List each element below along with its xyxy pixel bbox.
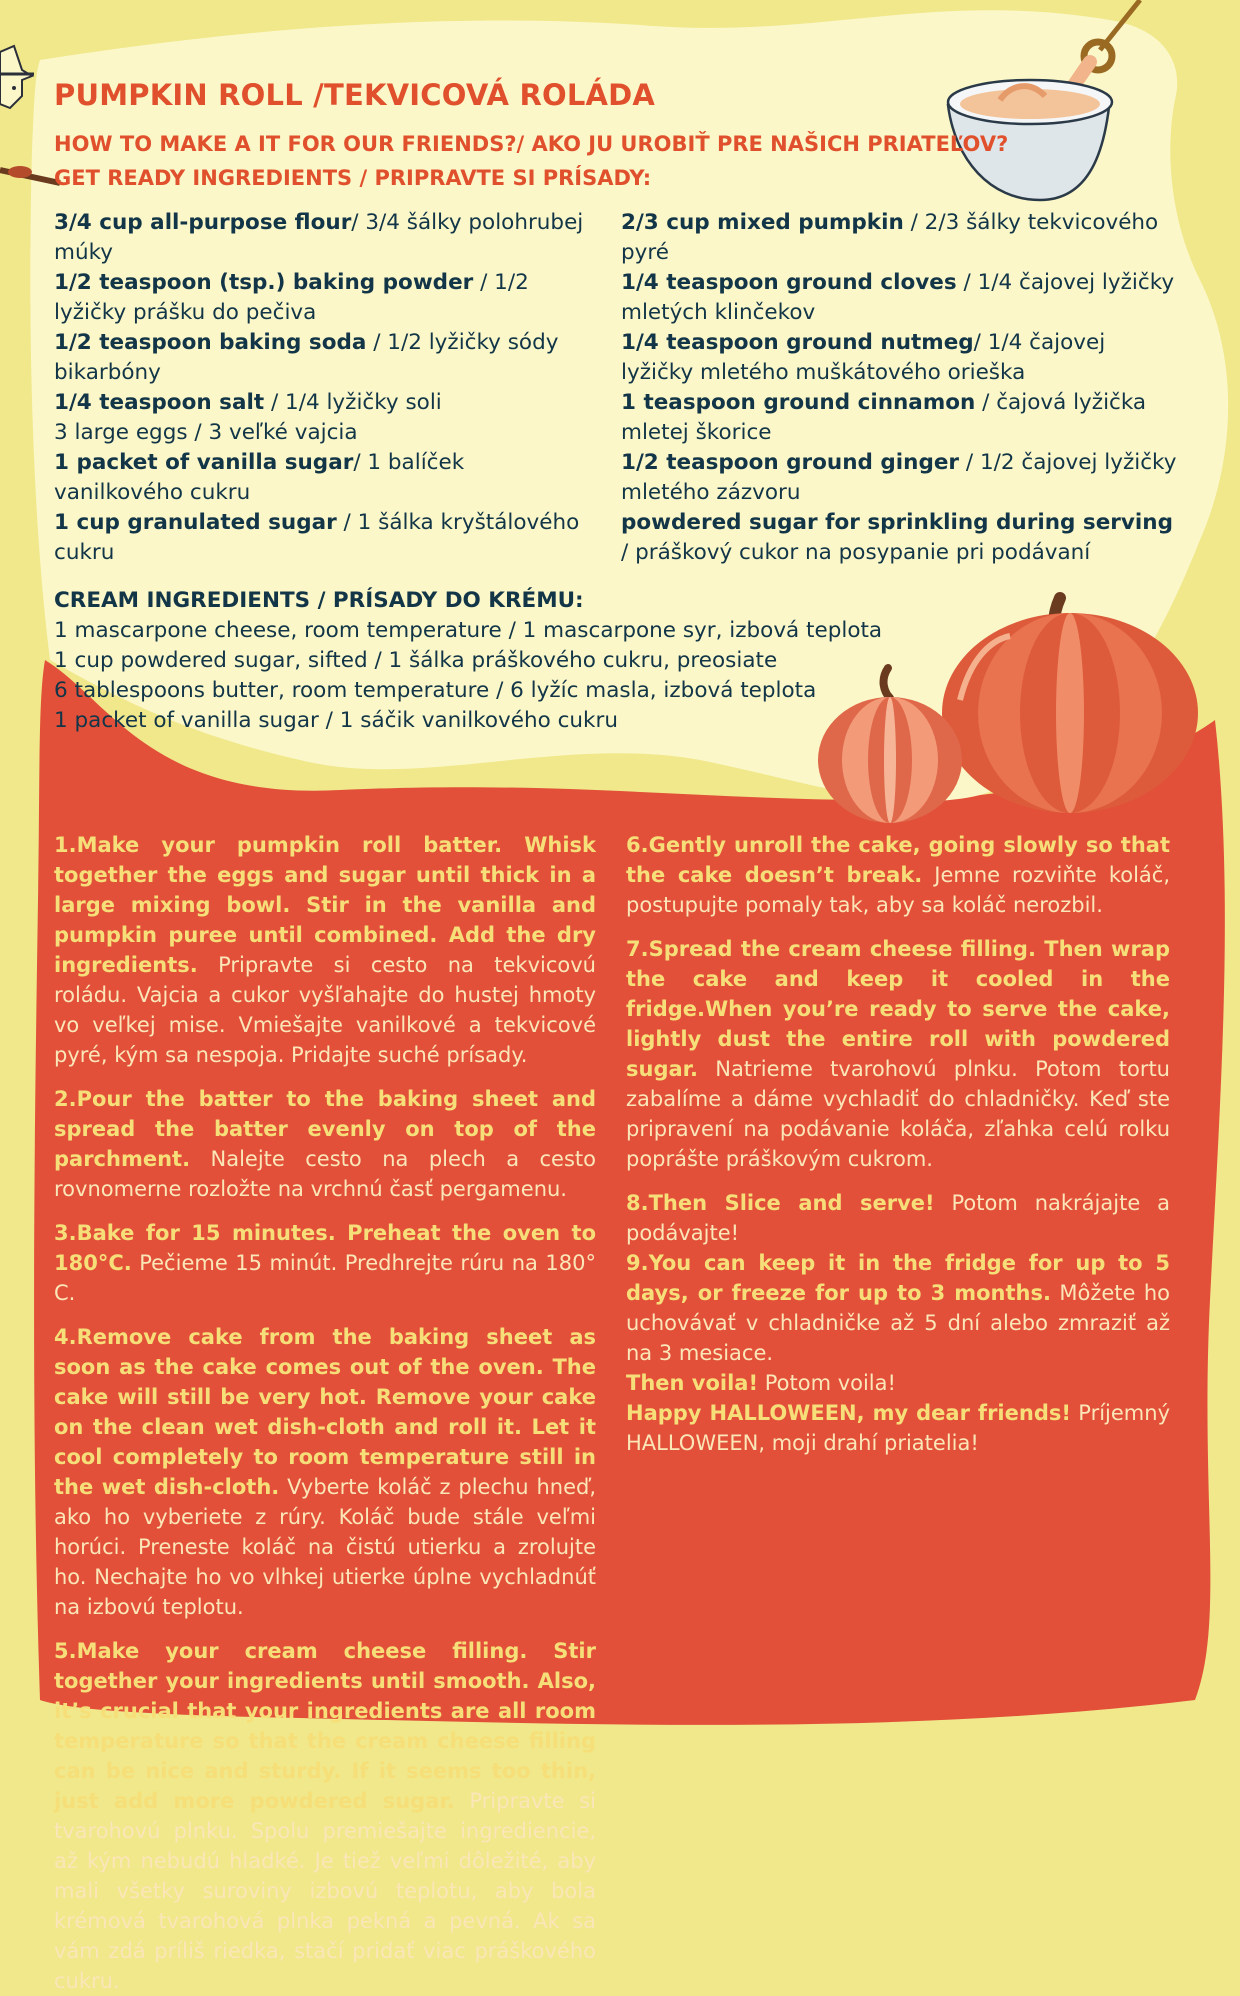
step-8: 8.Then Slice and serve! Potom nakrájajte a podávajte! [626, 1191, 1171, 1245]
step-6: 6.Gently unroll the cake, going slowly so that the cake doesn’t break. Jemne rozviňte koláč, postupujte pomaly tak, aby sa koláč nerozbil. [626, 833, 1170, 917]
ingredient-item: 1/2 teaspoon baking soda / 1/2 lyžičky sódy bikarbóny [54, 330, 559, 385]
step-9: 9.You can keep it in the fridge for up to 5 days, or freeze for up to 3 months. Môžete ho uchovávať v chladničke až 5 dní alebo zmraziť až na 3 mesiace. [626, 1251, 1170, 1365]
step-7: 7.Spread the cream cheese filling. Then wrap the cake and keep it cooled in the fridge.When you’re ready to serve the cake, lightly dust the entire roll with powdered sugar. Natrieme tvarohovú plnku. Potom tortu zabalíme a dáme vychladiť do chladničky. Keď ste pripravení na podávanie koláča, zľahka celú rolku poprášte práškovým cukrom. [626, 937, 1170, 1171]
halloween-greeting: Happy HALLOWEEN, my dear friends! Príjemný HALLOWEEN, moji drahí priatelia! [626, 1401, 1171, 1455]
step-3: 3.Bake for 15 minutes. Preheat the oven to 180°C. Pečieme 15 minút. Predhrejte rúru na 180° C. [54, 1221, 596, 1305]
ingredient-item: 3/4 cup all-purpose flour/ 3/4 šálky polohrubej múky [54, 210, 584, 265]
voila-line: Then voila! Potom voila! [626, 1371, 896, 1395]
ingredient-item: 2/3 cup mixed pumpkin / 2/3 šálky tekvicového pyré [621, 210, 1159, 265]
ingredient-item: 1/4 teaspoon ground nutmeg/ 1/4 čajovej lyžičky mletého muškátového orieška [621, 330, 1106, 385]
step-4: 4.Remove cake from the baking sheet as soon as the cake comes out of the oven. The cake will still be very hot. Remove your cake on the clean wet dish-cloth and roll it. Let it cool completely to room temperature still in the wet dish-cloth. Vyberte koláč z plechu hneď, ako ho vyberiete z rúry. Koláč bude stále veľmi horúci. Preneste koláč na čistú utierku a zrolujte ho. Nechajte ho vo vlhkej utierke úplne vychladnúť na izbovú teplotu. [54, 1325, 596, 1619]
ingredient-item: 1/4 teaspoon salt / 1/4 lyžičky soli [54, 390, 442, 415]
ingredient-item: 1 teaspoon ground cinnamon / čajová lyžička mletej škorice [621, 390, 1147, 445]
ingredient-item: 1/2 teaspoon (tsp.) baking powder / 1/2 lyžičky prášku do pečiva [54, 270, 529, 325]
cream-item: 1 packet of vanilla sugar / 1 sáčik vanilkového cukru [54, 708, 618, 733]
ingredient-item: 1/4 teaspoon ground cloves / 1/4 čajovej lyžičky mletých klinčekov [621, 270, 1175, 325]
cream-item: 1 mascarpone cheese, room temperature / 1 mascarpone syr, izbová teplota [54, 618, 883, 643]
step-2: 2.Pour the batter to the baking sheet and spread the batter evenly on top of the parchment. Nalejte cesto na plech a cesto rovnomerne rozložte na vrchnú časť pergamenu. [54, 1087, 596, 1201]
cream-item: 6 tablespoons butter, room temperature / 6 lyžíc masla, izbová teplota [54, 678, 817, 703]
page-title: PUMPKIN ROLL /TEKVICOVÁ ROLÁDA [54, 78, 656, 112]
steps-right-column [626, 830, 1170, 1458]
steps-left-column [54, 830, 596, 1996]
subtitle-how-to: HOW TO MAKE A IT FOR OUR FRIENDS?/ AKO JU UROBIŤ PRE NAŠICH PRIATEĽOV? [54, 132, 1009, 156]
cream-heading: CREAM INGREDIENTS / PRÍSADY DO KRÉMU: [54, 588, 584, 613]
cream-ingredients [54, 586, 954, 736]
ingredient-item: 1 packet of vanilla sugar/ 1 balíček vanilkového cukru [54, 450, 465, 505]
ingredient-item: 3 large eggs / 3 veľké vajcia [54, 420, 358, 445]
ingredient-item: 1/2 teaspoon ground ginger / 1/2 čajovej lyžičky mletého zázvoru [621, 450, 1177, 505]
cream-item: 1 cup powdered sugar, sifted / 1 šálka práškového cukru, preosiate [54, 648, 778, 673]
ingredient-item: powdered sugar for sprinkling during serving / práškový cukor na posypanie pri podávaní [621, 510, 1173, 565]
step-1: 1.Make your pumpkin roll batter. Whisk together the eggs and sugar until thick in a large mixing bowl. Stir in the vanilla and pumpkin puree until combined. Add the dry ingredients. Pripravte si cesto na tekvicovú roládu. Vajcia a cukor vyšľahajte do hustej hmoty vo veľkej mise. Vmiešajte vanilkové a tekvicové pyré, kým sa nespoja. Pridajte suché prísady. [54, 833, 596, 1067]
subtitle-ingredients: GET READY INGREDIENTS / PRIPRAVTE SI PRÍSADY: [54, 166, 652, 190]
step-5: 5.Make your cream cheese filling. Stir together your ingredients until smooth. Also, it’s crucial that your ingredients are all room temperature so that the cream cheese filling can be nice and sturdy. If it seems too thin, just add more powdered sugar. Pripravte si tvarohovú plnku. Spolu premiešajte ingrediencie, až kým nebudú hladké. Je tiež veľmi dôležité, aby mali všetky suroviny izbovú teplotu, aby bola krémová tvarohová plnka pekná a pevná. Ak sa vám zdá príliš riedka, stačí pridať viac práškového cukru. [54, 1639, 596, 1993]
ingredients-left-column [54, 208, 594, 568]
ingredients-right-column [621, 208, 1181, 568]
ingredient-item: 1 cup granulated sugar / 1 šálka kryštálového cukru [54, 510, 580, 565]
